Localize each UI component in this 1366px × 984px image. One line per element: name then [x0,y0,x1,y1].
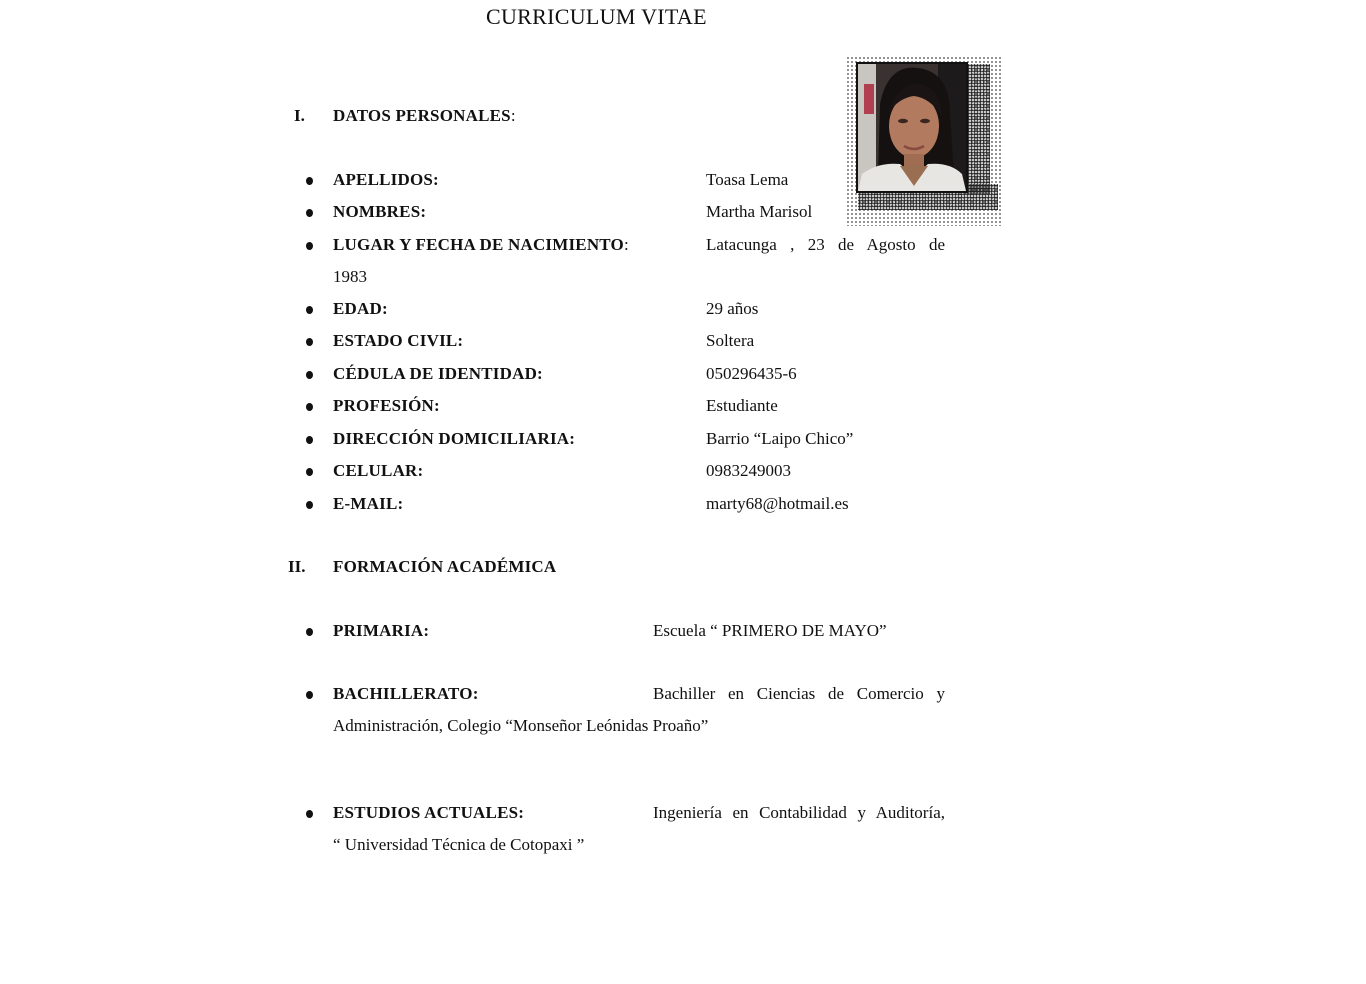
value-apellidos: Toasa Lema [706,170,789,189]
portrait-photo-icon [858,64,966,191]
label-nombres: NOMBRES: [333,202,427,221]
bullet-icon [306,306,313,314]
label-celular: CELULAR: [333,461,424,480]
value-bachillerato-continued: Administración, Colegio “Monseñor Leónidas Proaño” [333,716,709,735]
value-direccion: Barrio “Laipo Chico” [706,429,854,448]
bullet-icon [306,371,313,379]
value-estado-civil: Soltera [706,331,755,350]
label-primaria: PRIMARIA: [333,621,430,640]
bullet-icon [306,810,313,818]
value-lugar-fecha-nacimiento: Latacunga , 23 de Agosto de [706,235,945,254]
value-lugar-fecha-continued: 1983 [333,267,367,286]
value-nombres: Martha Marisol [706,202,813,221]
label-profesion: PROFESIÓN: [333,396,440,415]
value-primaria: Escuela “ PRIMERO DE MAYO” [653,621,887,640]
value-estudios-actuales: Ingeniería en Contabilidad y Auditoría, [653,803,945,822]
label-lugar-fecha-nacimiento [333,235,629,255]
bullet-icon [306,209,313,217]
section-1-number: I. [294,106,305,125]
value-estudios-actuales-continued: “ Universidad Técnica de Cotopaxi ” [333,835,585,854]
label-bachillerato: BACHILLERATO: [333,684,479,703]
profile-photo [856,62,968,193]
label-apellidos: APELLIDOS: [333,170,439,189]
value-bachillerato: Bachiller en Ciencias de Comercio y [653,684,945,703]
label-cedula: CÉDULA DE IDENTIDAD: [333,364,543,383]
label-direccion: DIRECCIÓN DOMICILIARIA: [333,429,576,448]
value-edad: 29 años [706,299,759,318]
value-email[interactable]: marty68@hotmail.es [706,494,849,513]
label-edad: EDAD: [333,299,388,318]
label-email: E-MAIL: [333,494,404,513]
bullet-icon [306,177,313,185]
section-1-heading [333,106,516,126]
bullet-icon [306,403,313,411]
label-estudios-actuales: ESTUDIOS ACTUALES: [333,803,525,822]
document-title: CURRICULUM VITAE [486,4,707,29]
bullet-icon [306,501,313,509]
section-2-title: FORMACIÓN ACADÉMICA [333,557,557,576]
label-estado-civil: ESTADO CIVIL: [333,331,464,350]
bullet-icon [306,468,313,476]
bullet-icon [306,628,313,636]
section-1-title-suffix: : [510,106,516,125]
profile-photo-frame [846,56,1002,226]
label-lugar-fecha-text: LUGAR Y FECHA DE NACIMIENTO [333,235,624,254]
bullet-icon [306,338,313,346]
bullet-icon [306,436,313,444]
section-1-title: DATOS PERSONALES [333,106,511,125]
value-cedula: 050296435-6 [706,364,797,383]
bullet-icon [306,691,313,699]
label-lugar-fecha-suffix: : [623,235,629,254]
bullet-icon [306,242,313,250]
value-profesion: Estudiante [706,396,778,415]
section-2-number: II. [288,557,306,576]
value-celular: 0983249003 [706,461,791,480]
